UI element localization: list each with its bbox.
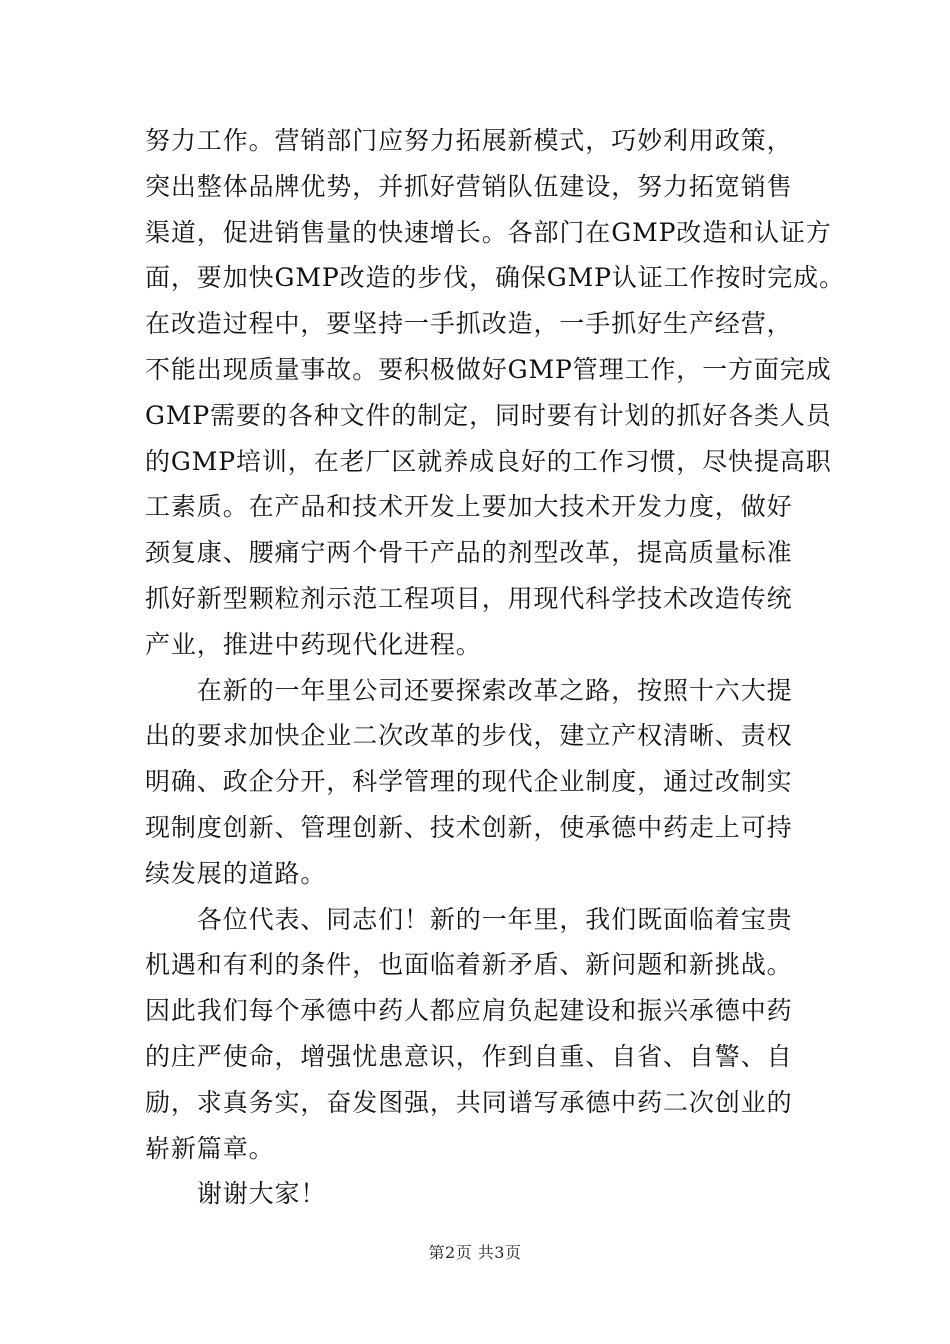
text-line: 渠道，促进销售量的快速增长。各部门在GMP改造和认证方 [145,217,832,247]
page-number-footer: 第2页 共3页 [428,1243,522,1262]
text-line: 的庄严使命，增强忧患意识，作到自重、自省、自警、自 [145,1041,793,1071]
text-line: 不能出现质量事故。要积极做好GMP管理工作，一方面完成 [145,354,832,384]
text-line: 的GMP培训，在老厂区就养成良好的工作习惯，尽快提高职 [145,446,832,476]
text-line: 励，求真务实，奋发图强，共同谱写承德中药二次创业的 [145,1087,793,1117]
text-line: 工素质。在产品和技术开发上要加大技术开发力度，做好 [145,492,793,522]
text-line: 谢谢大家！ [145,1179,327,1209]
document-body [145,118,845,1217]
text-line: 出的要求加快企业二次改革的步伐，建立产权清晰、责权 [145,721,793,751]
text-line: 面，要加快GMP改造的步伐，确保GMP认证工作按时完成。 [145,263,845,293]
text-line: 续发展的道路。 [145,858,327,888]
text-line: 各位代表、同志们！新的一年里，我们既面临着宝贵 [145,904,793,934]
text-line: 机遇和有利的条件，也面临着新矛盾、新问题和新挑战。 [145,950,793,980]
text-line: 突出整体品牌优势，并抓好营销队伍建设，努力拓宽销售 [145,171,793,201]
text-line: 努力工作。营销部门应努力拓展新模式，巧妙利用政策， [145,126,793,155]
text-line: 明确、政企分开，科学管理的现代企业制度，通过改制实 [145,767,793,797]
text-line: GMP需要的各种文件的制定，同时要有计划的抓好各类人员 [145,400,832,430]
text-line: 崭新篇章。 [145,1133,275,1163]
text-line: 抓好新型颗粒剂示范工程项目，用现代科学技术改造传统 [145,583,793,613]
text-line: 因此我们每个承德中药人都应肩负起建设和振兴承德中药 [145,996,793,1026]
text-line: 在改造过程中，要坚持一手抓改造，一手抓好生产经营， [145,309,793,339]
text-line: 产业，推进中药现代化进程。 [145,629,482,659]
text-line: 在新的一年里公司还要探索改革之路，按照十六大提 [145,675,793,705]
text-line: 颈复康、腰痛宁两个骨干产品的剂型改革，提高质量标准 [145,538,793,568]
text-line: 现制度创新、管理创新、技术创新，使承德中药走上可持 [145,812,793,842]
